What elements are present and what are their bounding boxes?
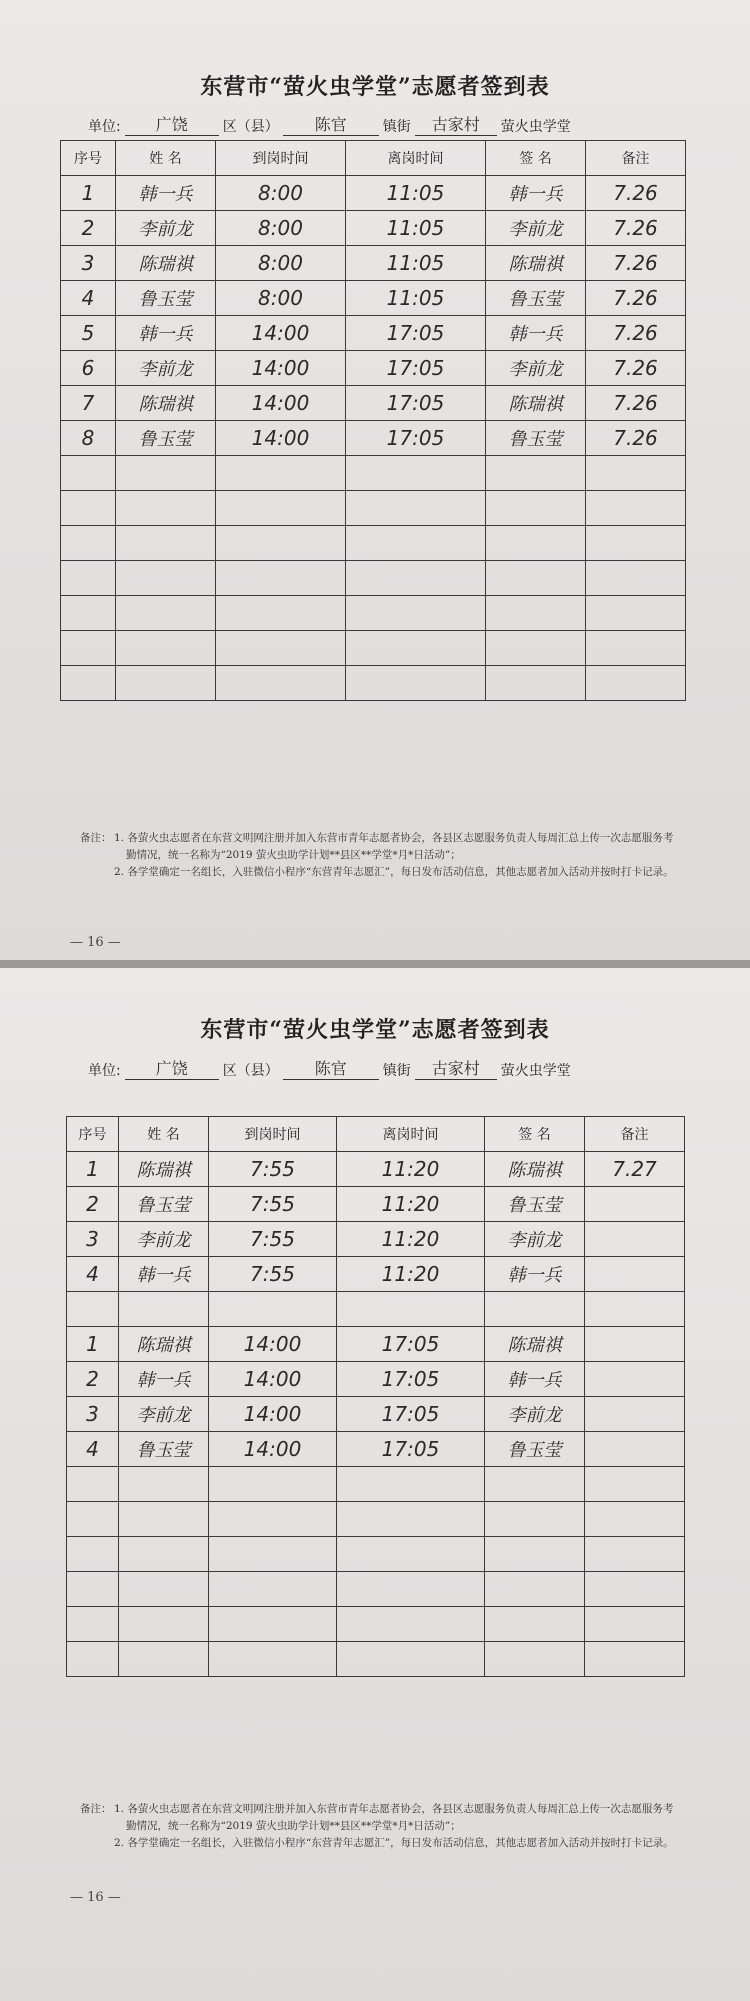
cell-remark: [585, 1502, 685, 1537]
cell-signature: 李前龙: [485, 1222, 585, 1257]
cell-remark: [585, 1222, 685, 1257]
cell-signature: [485, 1502, 585, 1537]
note-item: 1. 各萤火虫志愿者在东营文明网注册并加入东营市青年志愿者协会，各县区志愿服务负责人每周汇总上传一次志愿服务考勤情况，统一名称为“2019 萤火虫助学计划**县区**学堂*月*日活动”；: [114, 1803, 674, 1832]
cell-signature: [486, 526, 586, 561]
cell-arrive-time: [216, 491, 346, 526]
unit-line: [88, 112, 571, 136]
column-header-leave-time: 离岗时间: [337, 1117, 485, 1152]
cell-leave-time: [337, 1537, 485, 1572]
cell-remark: [586, 526, 686, 561]
cell-signature: [486, 631, 586, 666]
table-row: [61, 561, 686, 596]
district-suffix: 区（县）: [222, 1063, 279, 1079]
cell-arrive-time: 14:00: [209, 1362, 337, 1397]
table-row: [61, 526, 686, 561]
cell-leave-time: 11:20: [337, 1222, 485, 1257]
cell-seq: [67, 1537, 119, 1572]
column-header-leave-time: 离岗时间: [346, 141, 486, 176]
cell-arrive-time: 7:55: [209, 1152, 337, 1187]
cell-arrive-time: 7:55: [209, 1222, 337, 1257]
sheet-title: 东营市“萤火虫学堂”志愿者签到表: [200, 74, 550, 100]
table-row: [61, 666, 686, 701]
cell-leave-time: [337, 1467, 485, 1502]
cell-remark: [585, 1537, 685, 1572]
cell-remark: [585, 1432, 685, 1467]
cell-arrive-time: 14:00: [216, 386, 346, 421]
cell-seq: [67, 1502, 119, 1537]
cell-signature: [485, 1607, 585, 1642]
table-row: [61, 596, 686, 631]
cell-signature: 陈瑞祺: [486, 386, 586, 421]
cell-seq: 2: [67, 1362, 119, 1397]
cell-leave-time: 11:05: [346, 246, 486, 281]
cell-name: 李前龙: [116, 351, 216, 386]
column-header-arrive-time: 到岗时间: [216, 141, 346, 176]
cell-seq: [61, 526, 116, 561]
table-row: [61, 316, 686, 351]
cell-name: [116, 526, 216, 561]
cell-name: [116, 666, 216, 701]
cell-leave-time: [337, 1292, 485, 1327]
cell-arrive-time: 8:00: [216, 246, 346, 281]
cell-remark: 7.26: [586, 246, 686, 281]
cell-name: 李前龙: [119, 1222, 209, 1257]
cell-signature: [485, 1292, 585, 1327]
cell-leave-time: 11:20: [337, 1152, 485, 1187]
cell-arrive-time: [209, 1292, 337, 1327]
table-row: [61, 351, 686, 386]
cell-arrive-time: 14:00: [209, 1432, 337, 1467]
cell-seq: 3: [67, 1397, 119, 1432]
sheet-title: 东营市“萤火虫学堂”志愿者签到表: [200, 1017, 550, 1043]
cell-name: 鲁玉莹: [119, 1187, 209, 1222]
cell-remark: [585, 1257, 685, 1292]
cell-name: 陈瑞祺: [116, 386, 216, 421]
cell-name: [116, 596, 216, 631]
table-body: [67, 1152, 685, 1677]
cell-seq: [67, 1467, 119, 1502]
cell-seq: 2: [61, 211, 116, 246]
column-header-seq: 序号: [61, 141, 116, 176]
cell-signature: 李前龙: [486, 351, 586, 386]
cell-seq: 6: [61, 351, 116, 386]
cell-arrive-time: [209, 1537, 337, 1572]
cell-leave-time: 17:05: [337, 1432, 485, 1467]
cell-name: 李前龙: [119, 1397, 209, 1432]
cell-name: [119, 1537, 209, 1572]
cell-name: [119, 1607, 209, 1642]
cell-seq: 1: [67, 1327, 119, 1362]
cell-arrive-time: 14:00: [216, 316, 346, 351]
cell-arrive-time: 14:00: [216, 351, 346, 386]
cell-remark: [586, 631, 686, 666]
cell-arrive-time: [209, 1502, 337, 1537]
table-row: [67, 1467, 685, 1502]
cell-remark: 7.26: [586, 176, 686, 211]
cell-seq: 3: [61, 246, 116, 281]
column-header-name: 姓 名: [119, 1117, 209, 1152]
cell-signature: 韩一兵: [486, 176, 586, 211]
cell-signature: 鲁玉莹: [486, 281, 586, 316]
column-header-name: 姓 名: [116, 141, 216, 176]
cell-seq: 3: [67, 1222, 119, 1257]
cell-arrive-time: 14:00: [209, 1327, 337, 1362]
school-suffix: 萤火虫学堂: [500, 1063, 571, 1079]
table-row: [61, 386, 686, 421]
cell-arrive-time: [216, 631, 346, 666]
cell-seq: 7: [61, 386, 116, 421]
cell-name: [116, 631, 216, 666]
sign-in-sheet-1: [0, 0, 750, 960]
cell-leave-time: [337, 1572, 485, 1607]
cell-leave-time: 17:05: [337, 1397, 485, 1432]
cell-seq: 2: [67, 1187, 119, 1222]
table-row: [67, 1222, 685, 1257]
unit-label: 单位:: [88, 119, 121, 135]
column-header-remark: 备注: [585, 1117, 685, 1152]
cell-name: 韩一兵: [116, 176, 216, 211]
cell-signature: 陈瑞祺: [485, 1152, 585, 1187]
cell-remark: [586, 561, 686, 596]
cell-name: [116, 561, 216, 596]
cell-seq: 1: [67, 1152, 119, 1187]
cell-seq: 4: [61, 281, 116, 316]
column-header-signature: 签 名: [485, 1117, 585, 1152]
cell-signature: [486, 561, 586, 596]
cell-arrive-time: 8:00: [216, 211, 346, 246]
cell-remark: 7.26: [586, 351, 686, 386]
unit-line: [88, 1056, 571, 1080]
cell-remark: 7.26: [586, 386, 686, 421]
cell-remark: [586, 491, 686, 526]
cell-name: [116, 491, 216, 526]
cell-name: [116, 456, 216, 491]
cell-seq: 1: [61, 176, 116, 211]
cell-remark: [585, 1642, 685, 1677]
cell-signature: [485, 1537, 585, 1572]
table-row: [61, 176, 686, 211]
table-row: [67, 1642, 685, 1677]
cell-remark: 7.27: [585, 1152, 685, 1187]
cell-seq: [67, 1292, 119, 1327]
cell-seq: [67, 1607, 119, 1642]
cell-name: 鲁玉莹: [119, 1432, 209, 1467]
cell-arrive-time: [216, 526, 346, 561]
table-header-row: [61, 141, 686, 176]
cell-arrive-time: 7:55: [209, 1187, 337, 1222]
cell-signature: [486, 596, 586, 631]
cell-arrive-time: 14:00: [209, 1397, 337, 1432]
cell-name: [119, 1467, 209, 1502]
cell-seq: [61, 456, 116, 491]
page-number: — 16 —: [70, 935, 121, 950]
cell-seq: 4: [67, 1257, 119, 1292]
cell-remark: [585, 1397, 685, 1432]
cell-remark: [585, 1467, 685, 1502]
cell-arrive-time: [216, 456, 346, 491]
note-item: 2. 各学堂确定一名组长，入驻微信小程序“东营青年志愿汇”，每日发布活动信息，其他志愿者加入活动并按时打卡记录。: [114, 1837, 674, 1849]
cell-seq: [61, 561, 116, 596]
cell-leave-time: 11:05: [346, 176, 486, 211]
cell-remark: [585, 1327, 685, 1362]
cell-seq: [61, 631, 116, 666]
cell-arrive-time: [209, 1467, 337, 1502]
cell-name: 陈瑞祺: [119, 1152, 209, 1187]
table-row: [67, 1292, 685, 1327]
table-row: [67, 1432, 685, 1467]
cell-name: [119, 1502, 209, 1537]
cell-arrive-time: 8:00: [216, 281, 346, 316]
column-header-arrive-time: 到岗时间: [209, 1117, 337, 1152]
cell-leave-time: 11:05: [346, 281, 486, 316]
column-header-remark: 备注: [586, 141, 686, 176]
town-field: 陈官: [283, 1056, 379, 1080]
note-item: 1. 各萤火虫志愿者在东营文明网注册并加入东营市青年志愿者协会，各县区志愿服务负责人每周汇总上传一次志愿服务考勤情况，统一名称为“2019 萤火虫助学计划**县区**学堂*月*日活动”；: [114, 832, 674, 861]
cell-leave-time: 17:05: [337, 1362, 485, 1397]
cell-leave-time: [346, 596, 486, 631]
cell-signature: [486, 491, 586, 526]
cell-leave-time: 11:05: [346, 211, 486, 246]
cell-name: 李前龙: [116, 211, 216, 246]
cell-arrive-time: 14:00: [216, 421, 346, 456]
cell-leave-time: 11:20: [337, 1187, 485, 1222]
cell-arrive-time: [216, 666, 346, 701]
cell-seq: [61, 491, 116, 526]
cell-leave-time: 17:05: [346, 421, 486, 456]
notes-block: [80, 830, 680, 881]
cell-arrive-time: 8:00: [216, 176, 346, 211]
table-row: [67, 1502, 685, 1537]
notes-label: 备注：: [80, 832, 112, 844]
column-header-signature: 签 名: [486, 141, 586, 176]
attendance-table: [66, 1116, 685, 1677]
cell-leave-time: [346, 456, 486, 491]
cell-remark: 7.26: [586, 421, 686, 456]
cell-signature: 鲁玉莹: [485, 1432, 585, 1467]
cell-remark: [585, 1607, 685, 1642]
sign-in-sheet-2: [0, 968, 750, 2001]
cell-remark: 7.26: [586, 281, 686, 316]
town-suffix: 镇街: [382, 1063, 411, 1079]
table-row: [61, 281, 686, 316]
cell-leave-time: 17:05: [346, 351, 486, 386]
table-row: [61, 631, 686, 666]
page-number: — 16 —: [70, 1890, 121, 1905]
cell-remark: [586, 666, 686, 701]
cell-leave-time: [346, 526, 486, 561]
cell-signature: 陈瑞祺: [485, 1327, 585, 1362]
cell-seq: 5: [61, 316, 116, 351]
cell-signature: 陈瑞祺: [486, 246, 586, 281]
cell-remark: [585, 1362, 685, 1397]
table-row: [67, 1327, 685, 1362]
cell-arrive-time: [209, 1607, 337, 1642]
cell-signature: 鲁玉莹: [486, 421, 586, 456]
cell-seq: 4: [67, 1432, 119, 1467]
cell-signature: [485, 1572, 585, 1607]
cell-name: 韩一兵: [119, 1257, 209, 1292]
cell-remark: [586, 596, 686, 631]
cell-arrive-time: [209, 1642, 337, 1677]
cell-name: 韩一兵: [116, 316, 216, 351]
cell-leave-time: 11:20: [337, 1257, 485, 1292]
cell-signature: [485, 1642, 585, 1677]
cell-name: 鲁玉莹: [116, 421, 216, 456]
cell-seq: [67, 1642, 119, 1677]
cell-arrive-time: [209, 1572, 337, 1607]
cell-remark: [586, 456, 686, 491]
cell-remark: 7.26: [586, 316, 686, 351]
cell-arrive-time: [216, 561, 346, 596]
column-header-seq: 序号: [67, 1117, 119, 1152]
cell-leave-time: [337, 1642, 485, 1677]
village-field: 古家村: [415, 112, 497, 136]
table-row: [67, 1152, 685, 1187]
school-suffix: 萤火虫学堂: [500, 119, 571, 135]
cell-signature: 李前龙: [486, 211, 586, 246]
table-row: [61, 211, 686, 246]
cell-name: 鲁玉莹: [116, 281, 216, 316]
table-row: [67, 1257, 685, 1292]
cell-signature: 韩一兵: [485, 1362, 585, 1397]
cell-signature: 韩一兵: [486, 316, 586, 351]
cell-signature: 韩一兵: [485, 1257, 585, 1292]
table-row: [61, 491, 686, 526]
cell-leave-time: [346, 561, 486, 596]
cell-leave-time: 17:05: [346, 316, 486, 351]
cell-seq: [61, 596, 116, 631]
cell-name: 韩一兵: [119, 1362, 209, 1397]
cell-name: 陈瑞祺: [116, 246, 216, 281]
cell-name: 陈瑞祺: [119, 1327, 209, 1362]
cell-signature: [486, 666, 586, 701]
table-row: [61, 421, 686, 456]
cell-seq: [67, 1572, 119, 1607]
table-row: [67, 1362, 685, 1397]
cell-remark: [585, 1187, 685, 1222]
cell-signature: 鲁玉莹: [485, 1187, 585, 1222]
table-header-row: [67, 1117, 685, 1152]
cell-signature: [486, 456, 586, 491]
table-body: [61, 176, 686, 701]
cell-name: [119, 1642, 209, 1677]
table-row: [67, 1572, 685, 1607]
town-field: 陈官: [283, 112, 379, 136]
cell-remark: [585, 1572, 685, 1607]
cell-arrive-time: 7:55: [209, 1257, 337, 1292]
cell-seq: 8: [61, 421, 116, 456]
cell-leave-time: [346, 491, 486, 526]
table-row: [67, 1607, 685, 1642]
table-row: [61, 456, 686, 491]
table-row: [67, 1397, 685, 1432]
district-suffix: 区（县）: [222, 119, 279, 135]
note-item: 2. 各学堂确定一名组长，入驻微信小程序“东营青年志愿汇”，每日发布活动信息，其他志愿者加入活动并按时打卡记录。: [114, 866, 674, 878]
cell-name: [119, 1292, 209, 1327]
cell-leave-time: 17:05: [337, 1327, 485, 1362]
cell-leave-time: [337, 1607, 485, 1642]
table-row: [67, 1187, 685, 1222]
unit-label: 单位:: [88, 1063, 121, 1079]
cell-name: [119, 1572, 209, 1607]
district-field: 广饶: [125, 1056, 219, 1080]
cell-seq: [61, 666, 116, 701]
table-row: [67, 1537, 685, 1572]
cell-leave-time: [346, 631, 486, 666]
cell-arrive-time: [216, 596, 346, 631]
village-field: 古家村: [415, 1056, 497, 1080]
cell-leave-time: [346, 666, 486, 701]
district-field: 广饶: [125, 112, 219, 136]
cell-signature: 李前龙: [485, 1397, 585, 1432]
table-row: [61, 246, 686, 281]
cell-signature: [485, 1467, 585, 1502]
town-suffix: 镇街: [382, 119, 411, 135]
cell-leave-time: [337, 1502, 485, 1537]
cell-leave-time: 17:05: [346, 386, 486, 421]
cell-remark: [585, 1292, 685, 1327]
notes-block: [80, 1801, 680, 1852]
cell-remark: 7.26: [586, 211, 686, 246]
attendance-table: [60, 140, 686, 701]
notes-label: 备注：: [80, 1803, 112, 1815]
